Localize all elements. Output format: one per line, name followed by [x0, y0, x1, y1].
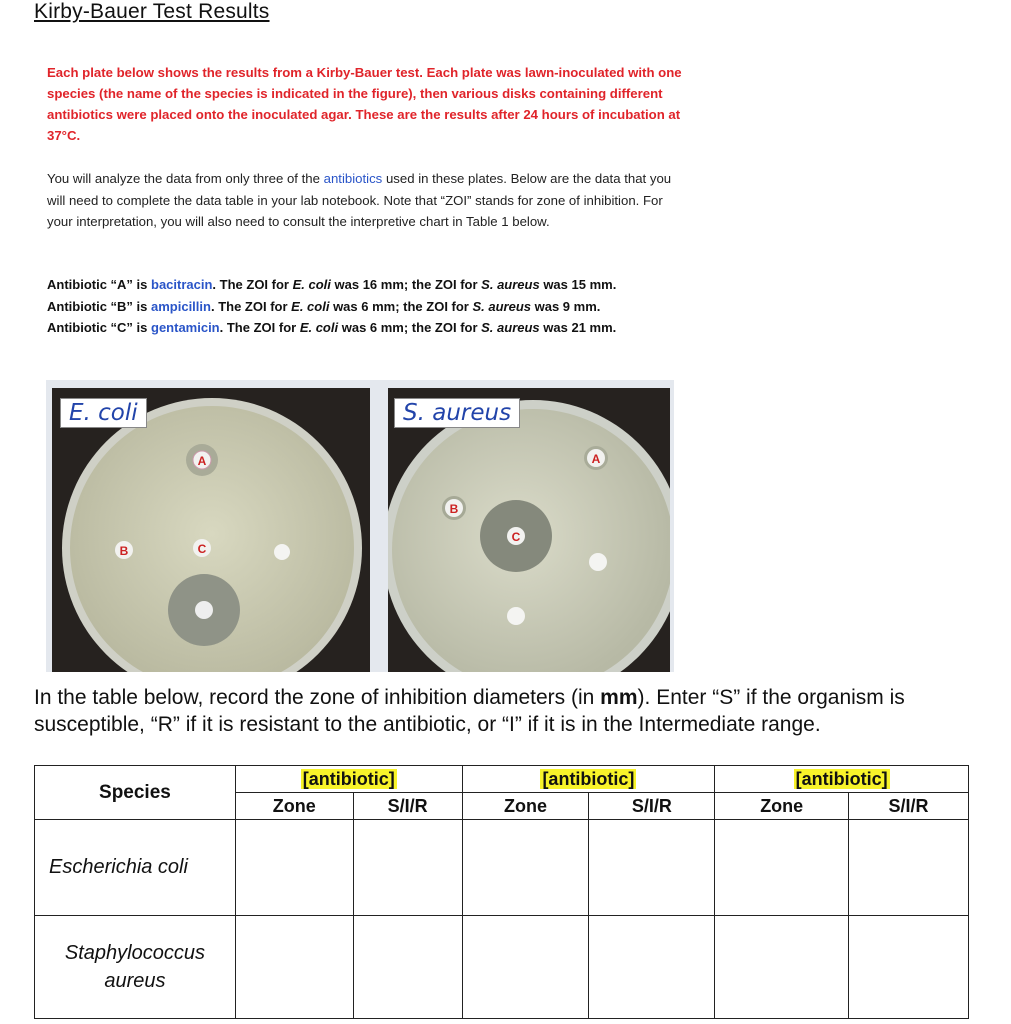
table-row-ecoli — [35, 820, 969, 916]
disk-unlabeled — [195, 601, 213, 619]
saureus-sir-1-cell[interactable] — [353, 916, 462, 1019]
instr-bold-unit: mm — [600, 686, 638, 709]
species-name: E. coli — [299, 320, 339, 335]
saureus-plate-label: S. aureus — [394, 398, 520, 428]
antibiotic-line-b: Antibiotic “B” is ampicillin. The ZOI for E. coli was 6 mm; the ZOI for S. aureus was 9 mm. — [47, 298, 601, 314]
results-table — [34, 765, 969, 1019]
ecoli-sir-3-cell[interactable] — [849, 820, 969, 916]
species-line2: aureus — [104, 970, 166, 992]
ecoli-sir-1-cell[interactable] — [353, 820, 462, 916]
species-ecoli: Escherichia coli — [35, 820, 236, 916]
ecoli-sir-2-cell[interactable] — [589, 820, 715, 916]
line-text: The ZOI for — [218, 298, 292, 314]
table-header-row — [35, 766, 969, 793]
intro-paragraph: Each plate below shows the results from a Kirby-Bauer test. Each plate was lawn-inoculated with one species (the name of the species is indicated in the figure), then various disks containing different antibiotics were placed onto the inoculated agar. These are the results after 24 hours of incubation at 37°C. — [47, 65, 682, 143]
disk-a-label: A — [197, 454, 207, 468]
ecoli-plate-label: E. coli — [60, 398, 147, 428]
para-part1: You will analyze the data from only three of the — [47, 171, 324, 186]
sir-header: S/I/R — [849, 793, 969, 820]
antibiotics-link[interactable]: antibiotics — [323, 171, 383, 186]
zone-header: Zone — [715, 793, 849, 820]
saureus-plate-panel — [388, 388, 670, 672]
saureus-zone-3-cell[interactable] — [715, 916, 849, 1019]
line-text: was 16 mm; the ZOI for — [330, 277, 482, 292]
antibiotic-line-a: Antibiotic “A” is bacitracin. The ZOI for E. coli was 16 mm; the ZOI for S. aureus was 15 mm. — [47, 277, 617, 292]
disk-unlabeled — [589, 553, 607, 571]
line-prefix: Antibiotic “B” is — [47, 298, 151, 314]
antibiotic-line-c: Antibiotic “C” is gentamicin. The ZOI for E. coli was 6 mm; the ZOI for S. aureus was 21 mm. — [47, 320, 617, 335]
zone-header: Zone — [235, 793, 353, 820]
drug-link-bacitracin[interactable]: bacitracin — [151, 277, 213, 292]
line-text: was 6 mm; the ZOI for — [329, 298, 473, 314]
antibiotic-placeholder: [antibiotic] — [542, 768, 635, 789]
species-name: S. aureus — [472, 298, 532, 314]
ecoli-zone-3-cell[interactable] — [715, 820, 849, 916]
disk-b-label: B — [449, 502, 459, 516]
saureus-zone-1-cell[interactable] — [235, 916, 353, 1019]
antibiotic-header-1 — [235, 766, 462, 793]
table-instructions — [34, 684, 954, 738]
line-prefix: Antibiotic “A” is — [47, 277, 151, 292]
ecoli-zone-1-cell[interactable] — [235, 820, 353, 916]
para-part2: used in these plates. Below are the data that you will need to complete the data table in your lab notebook. Note that “ZOI” stands for zone of inhibition. For your interpretation, you will also need to consult the interpretive chart in Table 1 below. — [47, 171, 672, 229]
antibiotic-data-list — [47, 274, 707, 339]
disk-a-label: A — [591, 452, 601, 466]
antibiotic-header-2 — [462, 766, 715, 793]
zone-header: Zone — [462, 793, 589, 820]
line-text: was 6 mm; the ZOI for — [338, 320, 482, 335]
species-line1: Staphylococcus — [64, 942, 205, 964]
species-saureus — [35, 916, 236, 1019]
ecoli-plate-image — [52, 388, 370, 672]
antibiotic-header-3 — [715, 766, 969, 793]
disk-unlabeled — [507, 607, 525, 625]
drug-link-gentamicin[interactable]: gentamicin — [151, 320, 220, 335]
sir-header: S/I/R — [353, 793, 462, 820]
line-text: was 15 mm. — [539, 277, 617, 292]
disk-c-label: C — [197, 542, 207, 556]
disk-b-label: B — [119, 544, 129, 558]
line-prefix: Antibiotic “C” is — [47, 320, 151, 335]
saureus-sir-2-cell[interactable] — [589, 916, 715, 1019]
disk-c-label: C — [511, 530, 521, 544]
line-text: The ZOI for — [219, 277, 293, 292]
saureus-zone-2-cell[interactable] — [462, 916, 589, 1019]
line-text: was 21 mm. — [539, 320, 617, 335]
sir-header: S/I/R — [589, 793, 715, 820]
disk-unlabeled — [274, 544, 290, 560]
instr-part1: In the table below, record the zone of inhibition diameters (in — [34, 686, 601, 709]
species-name: E. coli — [292, 277, 331, 292]
antibiotic-placeholder: [antibiotic] — [302, 768, 395, 789]
ecoli-plate-panel — [52, 388, 370, 672]
line-text: The ZOI for — [226, 320, 300, 335]
species-name: S. aureus — [481, 277, 540, 292]
instr-part2: ). Enter “S” if the organism is susceptible, “R” if it is resistant to the antibiotic, or “I” if it is in the Intermediate range. — [34, 686, 905, 736]
saureus-sir-3-cell[interactable] — [849, 916, 969, 1019]
species-name: E. coli — [291, 298, 330, 314]
species-header: Species — [35, 766, 236, 820]
page-title: Kirby-Bauer Test Results — [34, 0, 270, 23]
saureus-plate-image — [388, 388, 670, 672]
ecoli-zone-2-cell[interactable] — [462, 820, 589, 916]
line-text: was 9 mm. — [531, 298, 601, 314]
table-row-saureus — [35, 916, 969, 1019]
analysis-paragraph — [47, 168, 687, 233]
species-name: S. aureus — [481, 320, 540, 335]
drug-link-ampicillin[interactable]: ampicillin — [151, 298, 211, 314]
plates-photo — [46, 380, 674, 672]
antibiotic-placeholder: [antibiotic] — [795, 768, 888, 789]
